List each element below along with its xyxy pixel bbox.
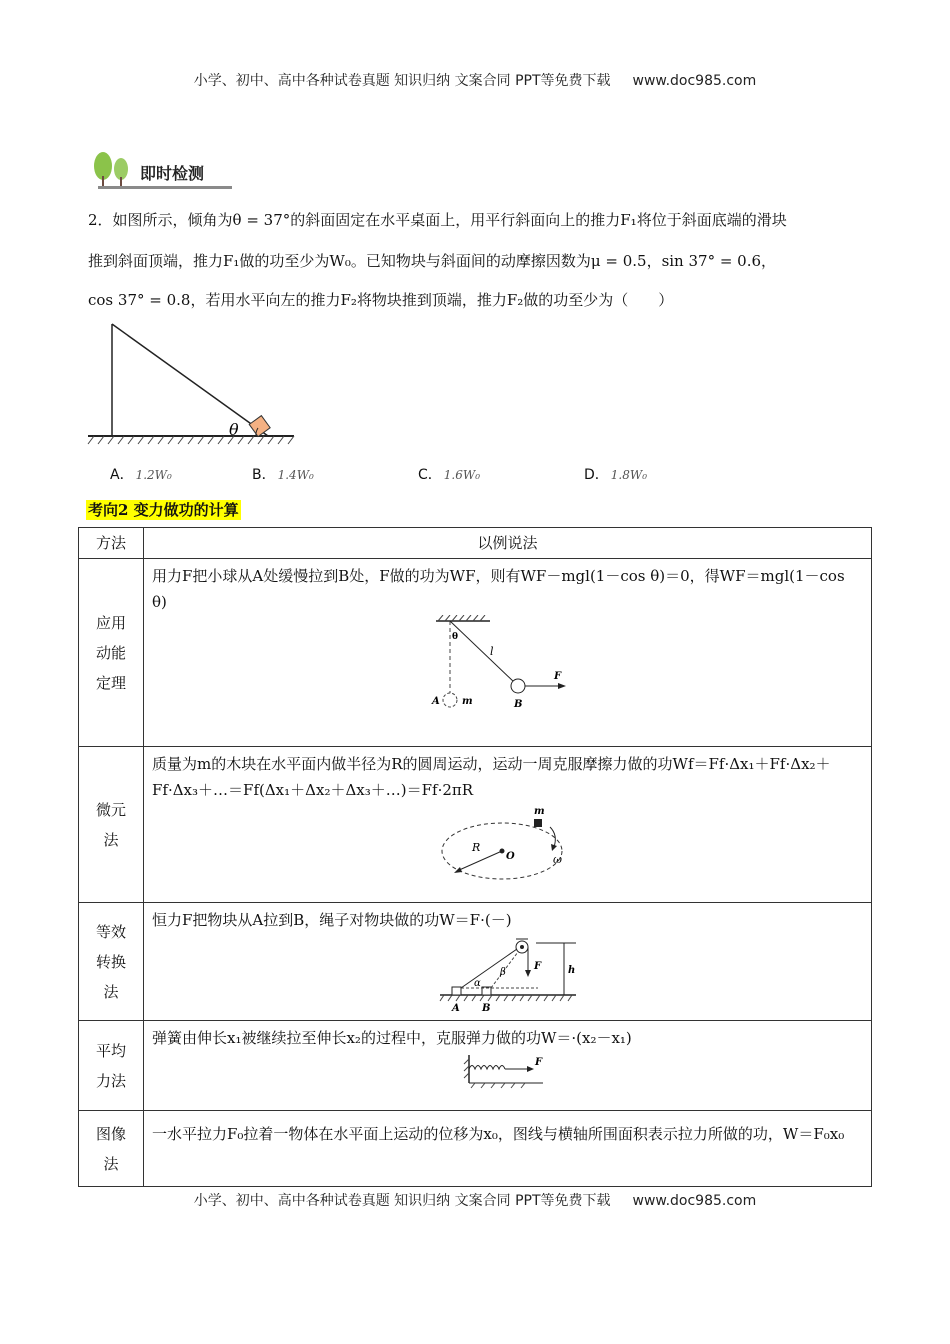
- pendulum-b: B: [513, 699, 522, 710]
- example-text: 弹簧由伸长x₁被继续拉至伸长x₂的过程中，克服弹力做的功W＝·(x₂－x₁): [152, 1029, 632, 1047]
- page-footer: [0, 1190, 950, 1210]
- pulley-b: B: [481, 1003, 490, 1013]
- mass-block: [534, 819, 542, 827]
- pulley-f: F: [533, 961, 541, 972]
- example-text: 恒力F把物块从A拉到B，绳子对物块做的功W＝F·(－): [152, 911, 512, 929]
- option-a[interactable]: [110, 464, 172, 484]
- question-line-2: 推到斜面顶端，推力F₁做的功至少为W₀。已知物块与斜面间的动摩擦因数为μ = 0.5，sin 37° = 0.6，: [88, 252, 777, 270]
- pulley-h: h: [567, 965, 575, 976]
- theta-label: θ: [229, 420, 239, 439]
- example-cell: [144, 559, 872, 747]
- circle-r: R: [471, 841, 480, 854]
- banner-rule: [98, 186, 232, 189]
- option-b[interactable]: [252, 464, 314, 484]
- section-banner: [90, 150, 232, 190]
- table-row: [79, 1111, 872, 1187]
- method-name: 微元法: [96, 800, 127, 849]
- pulley-alpha: α: [473, 978, 481, 989]
- header-text: 小学、初中、高中各种试卷真题 知识归纳 文案合同 PPT等免费下载: [193, 73, 611, 89]
- page-header: [0, 70, 950, 90]
- question-line-1: 2．如图所示，倾角为θ = 37°的斜面固定在水平桌面上，用平行斜面向上的推力F₁将位于斜面底端的滑块: [88, 211, 787, 229]
- table-row: [79, 559, 872, 747]
- option-b-letter: B．: [252, 467, 276, 483]
- methods-table: [78, 527, 872, 1187]
- method-cell: [79, 903, 144, 1021]
- example-text: 一水平拉力F₀拉着一物体在水平面上运动的位移为x₀，图线与横轴所围面积表示拉力所做的功，W＝F₀x₀: [152, 1125, 845, 1143]
- footer-text: 小学、初中、高中各种试卷真题 知识归纳 文案合同 PPT等免费下载: [193, 1193, 611, 1209]
- table-row: [79, 747, 872, 903]
- footer-url[interactable]: www.doc985.com: [632, 1193, 757, 1209]
- method-name: 等效转换法: [96, 922, 127, 1001]
- example-cell: [144, 1111, 872, 1187]
- banner-title: 即时检测: [140, 164, 205, 183]
- pendulum-theta: θ: [451, 632, 458, 642]
- example-cell: [144, 747, 872, 903]
- header-url[interactable]: www.doc985.com: [632, 73, 757, 89]
- option-b-value: 1.4W₀: [277, 468, 314, 482]
- option-a-letter: A．: [110, 467, 134, 483]
- slider-block: [249, 416, 270, 437]
- tree-icon: [90, 150, 138, 190]
- circular-motion-figure: [438, 803, 578, 885]
- method-cell: [79, 747, 144, 903]
- option-c-letter: C．: [418, 467, 442, 483]
- option-d[interactable]: [584, 464, 647, 484]
- circle-o: O: [505, 851, 515, 862]
- method-cell: [79, 1021, 144, 1111]
- option-a-value: 1.2W₀: [135, 468, 172, 482]
- example-cell: [144, 1021, 872, 1111]
- pendulum-figure: [428, 615, 588, 713]
- option-d-value: 1.8W₀: [610, 468, 648, 482]
- option-c[interactable]: [418, 464, 480, 484]
- method-name: 平均力法: [96, 1041, 127, 1090]
- circle-omega: ω: [552, 853, 562, 866]
- table-header-row: [79, 528, 872, 559]
- method-name: 应用动能定理: [96, 613, 127, 692]
- table-row: [79, 1021, 872, 1111]
- section-title: 考向2 变力做功的计算: [88, 501, 239, 519]
- spring-f: F: [534, 1057, 542, 1068]
- method-cell: [79, 1111, 144, 1187]
- incline-figure: [86, 322, 296, 447]
- question-line-3: cos 37° = 0.8，若用水平向左的推力F₂将物块推到顶端，推力F₂做的功至少为（ ）: [88, 291, 674, 309]
- example-cell: [144, 903, 872, 1021]
- example-text: 质量为m的木块在水平面内做半径为R的圆周运动，运动一周克服摩擦力做的功Wf＝Ff·Δx₁＋Ff·Δx₂＋Ff·Δx₃＋…＝Ff(Δx₁＋Δx₂＋Δx₃＋…)＝Ff·2πR: [152, 755, 831, 799]
- header-example: 以例说法: [144, 528, 872, 559]
- table-row: [79, 903, 872, 1021]
- pulley-a: A: [451, 1003, 460, 1013]
- option-d-letter: D．: [584, 467, 609, 483]
- pendulum-m: m: [461, 696, 473, 707]
- pendulum-a: A: [431, 696, 440, 707]
- circle-m: m: [533, 806, 545, 817]
- pulley-figure: [438, 933, 578, 1013]
- option-c-value: 1.6W₀: [443, 468, 481, 482]
- method-name: 图像法: [96, 1124, 127, 1173]
- spring-figure: [463, 1051, 553, 1091]
- pendulum-l: l: [489, 645, 494, 658]
- pulley-beta: β: [499, 967, 506, 978]
- pendulum-f: F: [553, 671, 561, 682]
- method-cell: [79, 559, 144, 747]
- header-method: 方法: [79, 528, 144, 559]
- example-text: 用力F把小球从A处缓慢拉到B处，F做的功为WF，则有WF－mgl(1－cos θ)＝0，得WF＝mgl(1－cos θ): [152, 567, 845, 611]
